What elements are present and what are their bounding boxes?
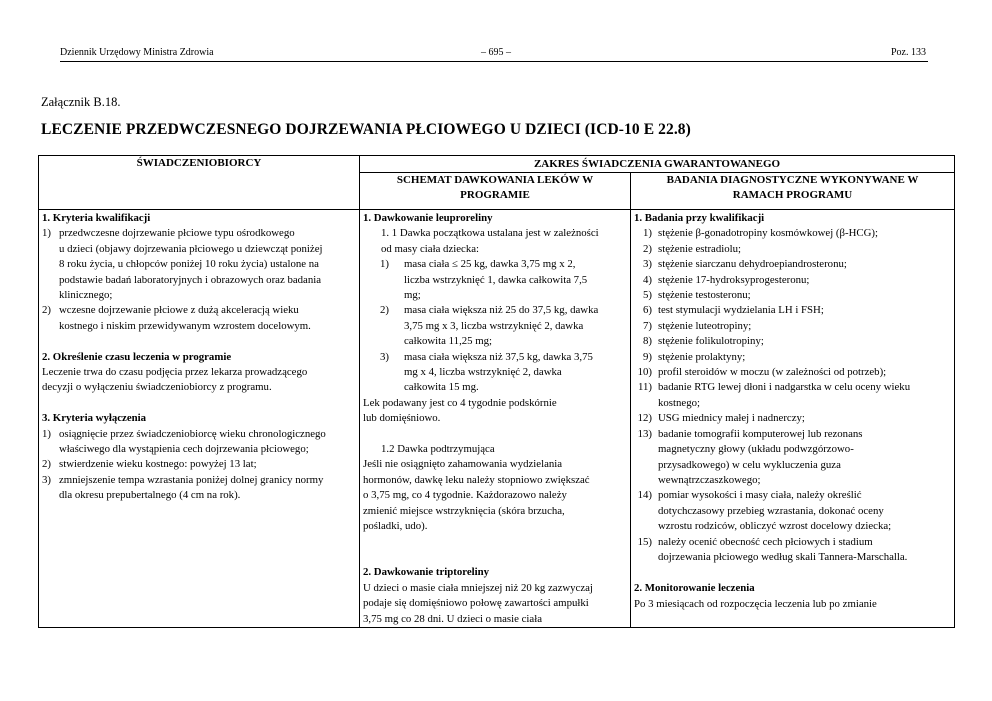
text-line: mg x 4, liczba wstrzyknięć 2, dawka <box>404 366 562 379</box>
criteria-item <box>42 303 355 334</box>
list-number: 12) <box>637 412 652 425</box>
exclusion-item <box>42 427 355 458</box>
administration-note <box>363 396 626 427</box>
text-line: stężenie β-gonadotropiny kosmówkowej (β-HCG); <box>658 227 878 240</box>
text-line: podaje się domięśniowo połowę zawartości ampułki <box>363 597 589 610</box>
triptorelin-text <box>363 581 626 627</box>
text-line: stężenie testosteronu; <box>658 289 751 302</box>
beneficiaries-header: ŚWIADCZENIOBIORCY <box>39 156 360 210</box>
text-line: stężenie prolaktyny; <box>658 350 746 363</box>
diagnostics-header <box>631 173 955 210</box>
list-number: 8) <box>643 335 652 348</box>
text-line: masa ciała większa niż 25 do 37,5 kg, dawka <box>404 304 599 317</box>
list-text <box>658 350 950 365</box>
text-line: 3,75 mg x 3, liczba wstrzyknięć 2, dawka <box>404 319 584 332</box>
text-line: Jeśli nie osiągnięto zahamowania wydzielania <box>363 458 563 471</box>
text-line: profil steroidów w moczu (w zależności od potrzeb); <box>658 366 887 379</box>
text-line: należy ocenić obecność cech płciowych i stadium <box>658 535 873 548</box>
test-item <box>634 350 950 365</box>
text-line: właściwego dla wystąpienia cech dojrzewania płciowego; <box>59 443 309 456</box>
text-line: pośladki, udo). <box>363 520 428 533</box>
triptorelin-title: 2. Dawkowanie triptoreliny <box>363 566 490 579</box>
list-text <box>658 226 950 241</box>
text-line: kostnego; <box>658 396 700 409</box>
list-number: 3) <box>643 258 652 271</box>
text-line: stwierdzenie wieku kostnego: powyżej 13 lat; <box>59 458 257 471</box>
text-line: hormonów, dawkę leku należy stopniowo zwiększać <box>363 473 590 486</box>
position-number: Poz. 133 <box>891 47 926 58</box>
text-line: liczba wstrzyknięć 1, dawka całkowita 7,5 <box>404 273 588 286</box>
text-line: masa ciała ≤ 25 kg, dawka 3,75 mg x 2, <box>404 258 576 271</box>
journal-name: Dziennik Urzędowy Ministra Zdrowia <box>60 47 214 58</box>
text-line: przysadkowego) w celu wykluczenia guza <box>658 458 841 471</box>
list-text <box>59 457 355 472</box>
list-number: 2) <box>643 242 652 255</box>
list-number: 5) <box>643 289 652 302</box>
treatment-duration-title: 2. Określenie czasu leczenia w programie <box>42 350 232 363</box>
list-number: 4) <box>643 273 652 286</box>
list-number: 1) <box>42 227 51 240</box>
test-item <box>634 288 950 303</box>
text-line: badanie tomografii komputerowej lub rezonans <box>658 427 863 440</box>
text-line: USG miednicy małej i nadnerczy; <box>658 412 805 425</box>
dosage-header-line-2: PROGRAMIE <box>460 189 530 201</box>
qualification-criteria-title: 1. Kryteria kwalifikacji <box>42 212 151 224</box>
list-number: 2) <box>42 304 51 317</box>
list-text <box>658 319 950 334</box>
initial-dose-intro <box>363 226 626 257</box>
list-text <box>59 473 355 504</box>
list-text <box>658 488 950 534</box>
list-number: 2) <box>380 304 389 317</box>
text-line: u dzieci (objawy dojrzewania płciowego u dziewcząt poniżej <box>59 242 323 255</box>
text-line: dotychczasowy przebieg wzrastania, dokonać oceny <box>658 504 884 517</box>
treatment-duration-text <box>42 365 355 396</box>
list-number: 10) <box>637 366 652 379</box>
criteria-item <box>42 226 355 303</box>
list-number: 3) <box>42 473 51 486</box>
text-line: Lek podawany jest co 4 tygodnie podskórnie <box>363 396 557 409</box>
text-line: zmienić miejsce wstrzyknięcia (skóra brzucha, <box>363 504 565 517</box>
list-number: 11) <box>638 381 652 394</box>
monitoring-title: 2. Monitorowanie leczenia <box>634 582 755 595</box>
text-line: stężenie estradiolu; <box>658 242 742 255</box>
list-number: 14) <box>637 489 652 502</box>
text-line: stężenie luteotropiny; <box>658 319 752 332</box>
text-line: 8 roku życia, u chłopców poniżej 10 roku życia) ustalone na <box>59 258 319 271</box>
test-item <box>634 319 950 334</box>
text-line: mg; <box>404 289 421 302</box>
qualification-tests-title: 1. Badania przy kwalifikacji <box>634 212 765 224</box>
text-line: masa ciała większa niż 37,5 kg, dawka 3,75 <box>404 350 593 363</box>
leuprorelin-title: 1. Dawkowanie leuproreliny <box>363 212 493 224</box>
text-line: Po 3 miesiącach od rozpoczęcia leczenia lub po zmianie <box>634 597 877 610</box>
maintenance-dose-title: 1.2 Dawka podtrzymująca <box>381 443 495 456</box>
qualification-criteria-list <box>42 226 355 334</box>
monitoring-text <box>634 597 950 612</box>
dose-item <box>363 303 626 349</box>
list-text <box>59 427 355 458</box>
text-line: klinicznego; <box>59 289 113 302</box>
list-text <box>658 257 950 272</box>
text-line: całkowita 15 mg. <box>404 381 479 394</box>
text-line: stężenie 17-hydroksyprogesteronu; <box>658 273 810 286</box>
list-text <box>658 303 950 318</box>
exclusion-criteria-list <box>42 427 355 504</box>
text-line: 1. 1 Dawka początkowa ustalana jest w zależności <box>381 227 599 240</box>
text-line: badanie RTG lewej dłoni i nadgarstka w celu oceny wieku <box>658 381 911 394</box>
list-number: 1) <box>380 258 389 271</box>
dose-item <box>363 257 626 303</box>
text-line: wzrostu rodziców, obliczyć wzrost docelowy dziecka; <box>658 520 892 533</box>
list-number: 3) <box>380 350 389 363</box>
diagnostics-header-line-1: BADANIA DIAGNOSTYCZNE WYKONYWANE W <box>666 174 919 186</box>
list-text <box>658 334 950 349</box>
list-number: 6) <box>643 304 652 317</box>
text-line: dla okresu prepubertalnego (4 cm na rok). <box>59 489 241 502</box>
test-item <box>634 257 950 272</box>
text-line: osiągnięcie przez świadczeniobiorcę wieku chronologicznego <box>59 427 326 440</box>
list-text <box>658 242 950 257</box>
list-text <box>404 350 626 396</box>
text-line: stężenie folikulotropiny; <box>658 335 764 348</box>
dosage-column <box>360 210 631 628</box>
list-text <box>658 273 950 288</box>
text-line: test stymulacji wydzielania LH i FSH; <box>658 304 824 317</box>
text-line: stężenie siarczanu dehydroepiandrosteronu; <box>658 258 847 271</box>
test-item <box>634 488 950 534</box>
text-line: Leczenie trwa do czasu podjęcia przez lekarza prowadzącego <box>42 366 308 379</box>
list-text <box>658 365 950 380</box>
list-text <box>404 303 626 349</box>
list-text <box>658 411 950 426</box>
dose-item <box>363 350 626 396</box>
guaranteed-scope-header: ZAKRES ŚWIADCZENIA GWARANTOWANEGO <box>360 156 955 173</box>
list-number: 7) <box>643 319 652 332</box>
text-line: wewnątrzczaszkowego; <box>658 473 761 486</box>
list-number: 1) <box>643 227 652 240</box>
test-item <box>634 273 950 288</box>
text-line: przedwczesne dojrzewanie płciowe typu ośrodkowego <box>59 227 295 240</box>
annex-label: Załącznik B.18. <box>41 95 121 109</box>
test-item <box>634 427 950 489</box>
test-item <box>634 411 950 426</box>
list-number: 9) <box>643 350 652 363</box>
text-line: o 3,75 mg, co 4 tygodnie. Każdorazowo należy <box>363 489 567 502</box>
text-line: wczesne dojrzewanie płciowe z dużą akceleracją wieku <box>59 304 299 317</box>
exclusion-item <box>42 473 355 504</box>
document-title: LECZENIE PRZEDWCZESNEGO DOJRZEWANIA PŁCIOWEGO U DZIECI (ICD-10 E 22.8) <box>41 121 691 138</box>
text-line: lub domięśniowo. <box>363 412 441 425</box>
program-table <box>38 155 955 628</box>
text-line: dojrzewania płciowego według skali Tannera-Marschalla. <box>658 550 908 563</box>
test-item <box>634 334 950 349</box>
test-item <box>634 380 950 411</box>
dosage-header <box>360 173 631 210</box>
test-item <box>634 226 950 241</box>
list-text <box>658 380 950 411</box>
test-item <box>634 365 950 380</box>
diagnostics-header-line-2: RAMACH PROGRAMU <box>732 189 853 201</box>
header-rule <box>60 61 928 62</box>
list-number: 1) <box>42 427 51 440</box>
list-text <box>658 535 950 566</box>
text-line: całkowita 11,25 mg; <box>404 335 493 348</box>
page-number: – 695 – <box>481 47 511 58</box>
text-line: decyzji o wyłączeniu świadczeniobiorcy z programu. <box>42 381 272 394</box>
text-line: 3,75 mg co 28 dni. U dzieci o masie ciała <box>363 612 542 625</box>
text-line: magnetyczny głowy (układu podwzgórzowo- <box>658 443 854 456</box>
list-text <box>59 226 355 303</box>
beneficiaries-column <box>39 210 360 628</box>
test-item <box>634 535 950 566</box>
text-line: pomiar wysokości i masy ciała, należy określić <box>658 489 862 502</box>
text-line: podstawie badań laboratoryjnych i obrazowych oraz badania <box>59 273 322 286</box>
initial-dose-list <box>363 257 626 396</box>
list-number: 2) <box>42 458 51 471</box>
text-line: kostnego i niskim przewidywanym wzrostem docelowym. <box>59 319 311 332</box>
list-text <box>59 303 355 334</box>
test-item <box>634 242 950 257</box>
text-line: U dzieci o masie ciała mniejszej niż 20 kg zazwyczaj <box>363 581 593 594</box>
list-text <box>658 288 950 303</box>
text-line: od masy ciała dziecka: <box>381 242 480 255</box>
qualification-tests-list <box>634 226 950 565</box>
list-number: 13) <box>637 427 652 440</box>
exclusion-item <box>42 457 355 472</box>
maintenance-dose-text <box>363 457 626 534</box>
exclusion-criteria-title: 3. Kryteria wyłączenia <box>42 412 147 425</box>
list-number: 15) <box>637 535 652 548</box>
diagnostics-column <box>631 210 955 628</box>
test-item <box>634 303 950 318</box>
list-text <box>404 257 626 303</box>
dosage-header-line-1: SCHEMAT DAWKOWANIA LEKÓW W <box>396 174 594 186</box>
list-text <box>658 427 950 489</box>
text-line: zmniejszenie tempa wzrastania poniżej dolnej granicy normy <box>59 473 324 486</box>
